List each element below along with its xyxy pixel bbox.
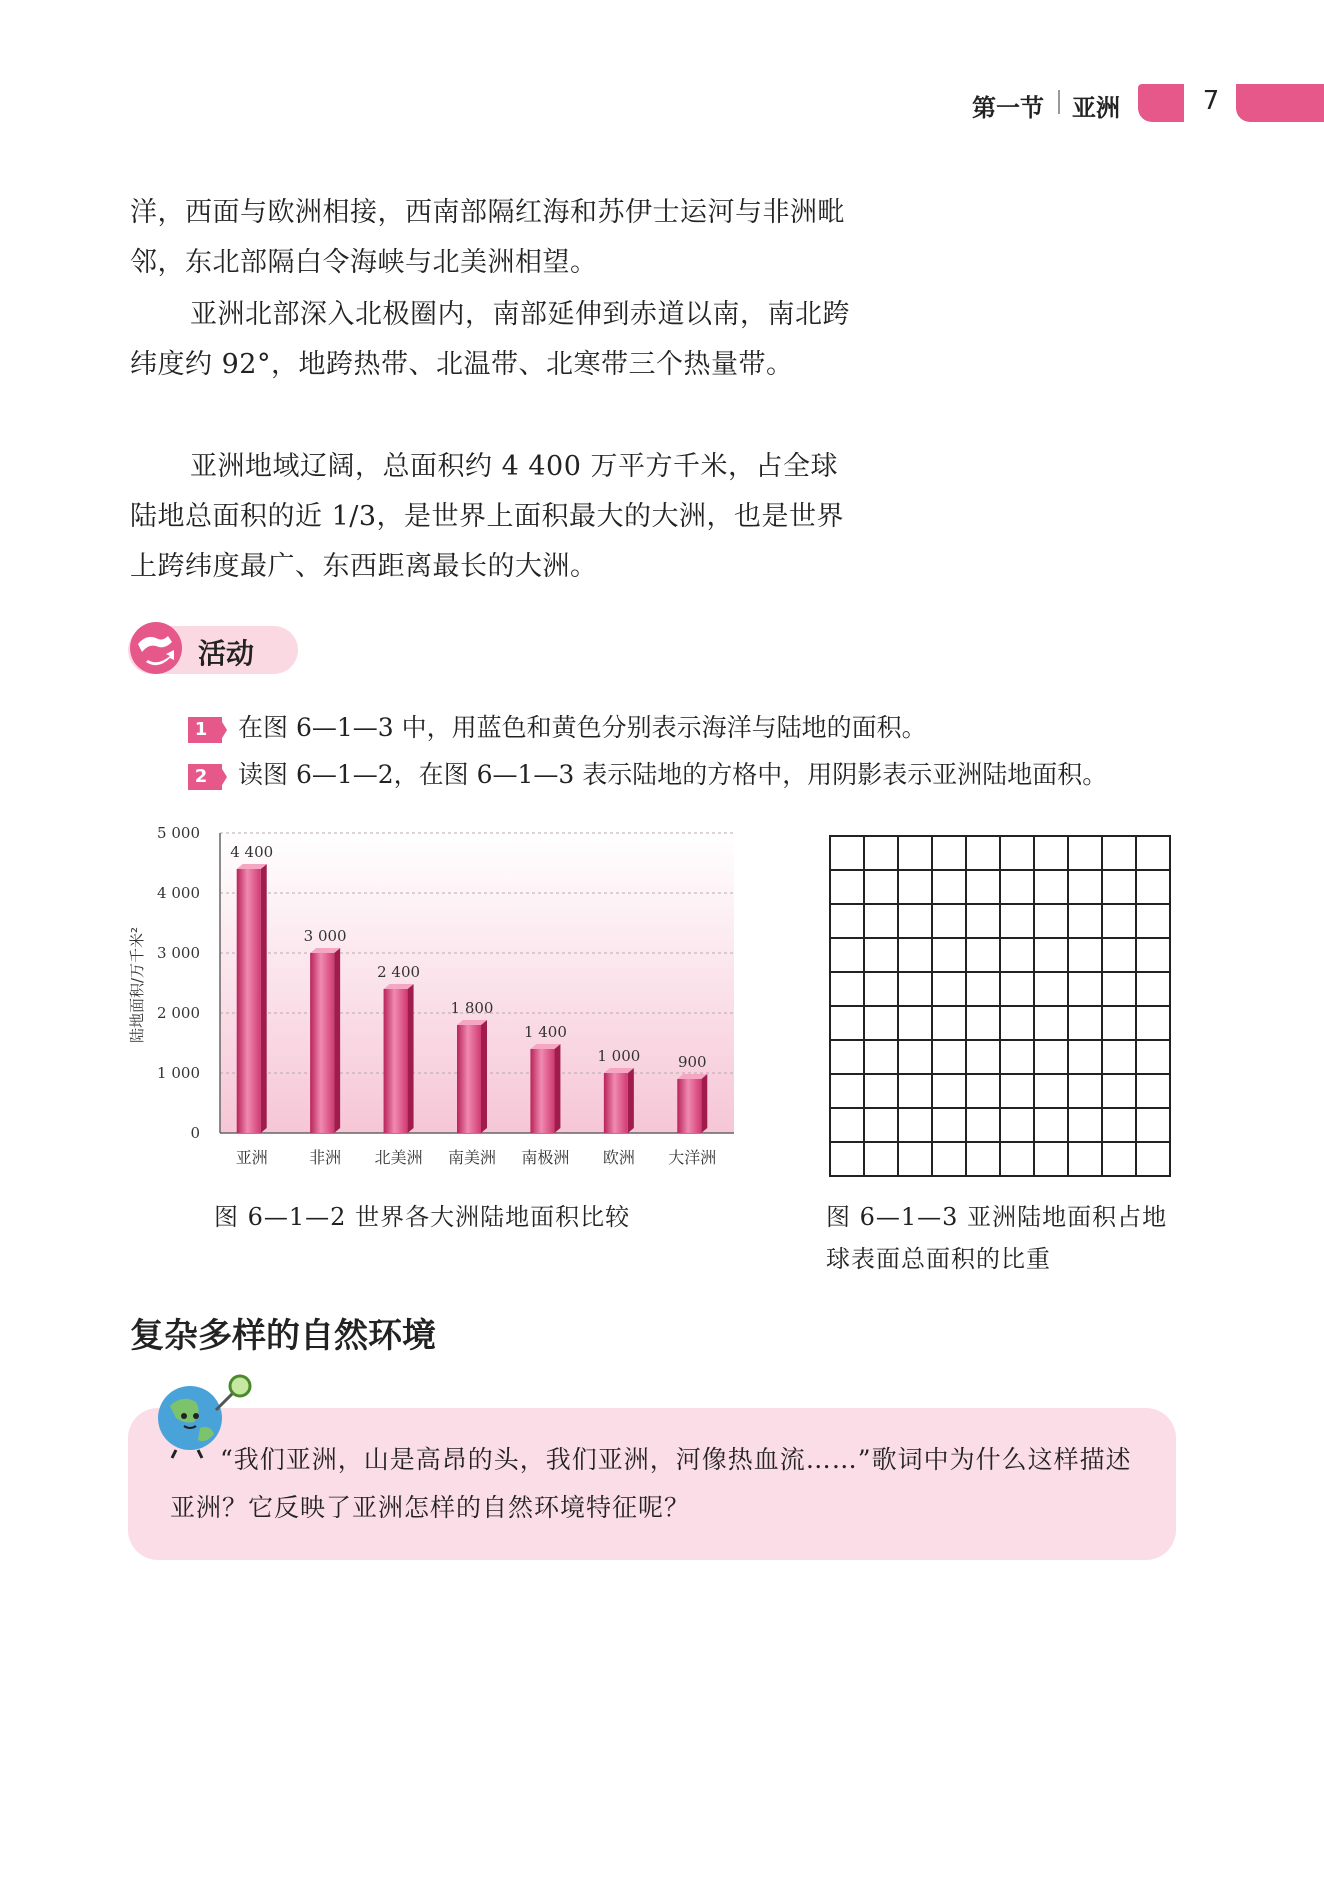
- chart-x-tick-label: 南极洲: [521, 1148, 570, 1167]
- grid-cell: [1102, 1142, 1136, 1176]
- chart-y-tick-label: 3 000: [157, 944, 200, 962]
- grid-cell: [898, 904, 932, 938]
- question-text-content: “我们亚洲，山是高昂的头，我们亚洲，河像热血流……”歌词中为什么这样描述亚洲？它反映了亚洲怎样的自然环境特征呢？: [170, 1445, 1132, 1522]
- paragraph-3: [130, 442, 854, 592]
- question-text: [170, 1436, 1150, 1532]
- chart-bar: [384, 989, 408, 1133]
- chart-bar: [604, 1073, 628, 1133]
- chart-y-axis-label: 陆地面积/万千米²: [128, 926, 146, 1044]
- task-number-2: 2: [188, 764, 222, 790]
- grid-cell: [1000, 972, 1034, 1006]
- grid-cell: [1102, 972, 1136, 1006]
- grid-cell: [1034, 1006, 1068, 1040]
- grid-cell: [864, 1142, 898, 1176]
- grid-cell: [932, 1142, 966, 1176]
- grid-cell: [932, 904, 966, 938]
- header-chapter: 亚洲: [1072, 94, 1120, 122]
- grid-cell: [932, 1074, 966, 1108]
- grid-cell: [830, 1108, 864, 1142]
- chart-bar-side: [628, 1068, 634, 1133]
- grid-cell: [1102, 938, 1136, 972]
- grid-cell: [864, 836, 898, 870]
- grid-cell: [1000, 1040, 1034, 1074]
- grid-cell: [1034, 836, 1068, 870]
- chart-x-tick-label: 欧洲: [602, 1148, 635, 1167]
- grid-cell: [830, 870, 864, 904]
- chart-x-tick-label: 南美洲: [447, 1148, 497, 1167]
- grid-cell: [1102, 904, 1136, 938]
- grid-cell: [1102, 1040, 1136, 1074]
- grid-cell: [1136, 904, 1170, 938]
- chart-value-label: 4 400: [230, 843, 274, 861]
- chart-x-tick-label: 大洋洲: [668, 1148, 717, 1167]
- grid-cell: [1102, 1074, 1136, 1108]
- grid-cell: [1034, 972, 1068, 1006]
- grid-cell: [898, 1040, 932, 1074]
- chart-y-tick-label: 5 000: [157, 824, 200, 842]
- chart-y-tick-label: 2 000: [157, 1004, 200, 1022]
- grid-cell: [830, 836, 864, 870]
- grid-cell: [898, 938, 932, 972]
- chart-caption: 图 6—1—2 世界各大洲陆地面积比较: [214, 1203, 631, 1231]
- grid-cell: [1068, 938, 1102, 972]
- chart-value-label: 1 800: [450, 999, 494, 1017]
- grid-cell: [830, 1040, 864, 1074]
- grid-cell: [1068, 870, 1102, 904]
- grid-cell: [1136, 972, 1170, 1006]
- grid-cell: [864, 1006, 898, 1040]
- grid-cell: [932, 1006, 966, 1040]
- task-number-1: 1: [188, 717, 222, 743]
- chart-bar-side: [701, 1074, 707, 1133]
- grid-cell: [830, 1142, 864, 1176]
- grid-cell: [898, 870, 932, 904]
- grid-cell: [1034, 938, 1068, 972]
- grid-cell: [864, 1040, 898, 1074]
- grid-cell: [864, 972, 898, 1006]
- grid-cell: [1000, 1142, 1034, 1176]
- continent-area-bar-chart: [120, 815, 750, 1195]
- grid-cell: [932, 972, 966, 1006]
- grid-cell: [1068, 836, 1102, 870]
- grid-cell: [932, 870, 966, 904]
- grid-cell: [932, 1108, 966, 1142]
- grid-cell: [830, 904, 864, 938]
- chart-bar: [457, 1025, 481, 1133]
- grid-cell: [864, 938, 898, 972]
- grid-cell: [830, 1006, 864, 1040]
- grid-caption: 图 6—1—3 亚洲陆地面积占地球表面总面积的比重: [826, 1203, 1168, 1273]
- grid-cell: [1136, 836, 1170, 870]
- activity-task-2: [188, 755, 1107, 791]
- paragraph-1: 洋，西面与欧洲相接，西南部隔红海和苏伊士运河与非洲毗邻，东北部隔白令海峡与北美洲相望。: [130, 197, 845, 278]
- chart-bar-side: [481, 1020, 487, 1133]
- grid-cell: [966, 972, 1000, 1006]
- chart-y-tick-label: 1 000: [157, 1064, 200, 1082]
- chart-value-label: 1 400: [523, 1023, 567, 1041]
- grid-cell: [966, 1108, 1000, 1142]
- grid-cell: [898, 1074, 932, 1108]
- chart-bar-side: [408, 984, 414, 1133]
- grid-cell: [966, 904, 1000, 938]
- grid-cell: [898, 1006, 932, 1040]
- task-text-2: 读图 6—1—2，在图 6—1—3 表示陆地的方格中，用阴影表示亚洲陆地面积。: [238, 760, 1108, 789]
- chart-y-tick-label: 0: [190, 1124, 200, 1142]
- grid-cell: [1000, 1074, 1034, 1108]
- chart-bar-side: [554, 1044, 560, 1133]
- grid-cell: [830, 1074, 864, 1108]
- grid-cell: [1068, 1006, 1102, 1040]
- chart-value-label: 1 000: [597, 1047, 641, 1065]
- grid-cell: [830, 972, 864, 1006]
- grid-cell: [898, 1108, 932, 1142]
- grid-cell: [898, 1142, 932, 1176]
- grid-cell: [966, 1040, 1000, 1074]
- grid-cell: [1102, 870, 1136, 904]
- chart-x-tick-label: 亚洲: [235, 1148, 268, 1167]
- header-tab-decoration-right: [1236, 84, 1324, 122]
- grid-cell: [1102, 1108, 1136, 1142]
- grid-cell: [1068, 1040, 1102, 1074]
- chart-bar: [310, 953, 334, 1133]
- grid-cell: [1136, 1040, 1170, 1074]
- grid-cell: [1068, 1142, 1102, 1176]
- grid-cell: [1000, 870, 1034, 904]
- header-divider: [1058, 90, 1060, 114]
- grid-cell: [966, 1006, 1000, 1040]
- grid-cell: [864, 1108, 898, 1142]
- grid-cell: [932, 1040, 966, 1074]
- grid-cell: [1136, 870, 1170, 904]
- chart-bar-side: [261, 864, 267, 1133]
- grid-cell: [1136, 1074, 1170, 1108]
- grid-cell: [1034, 1142, 1068, 1176]
- grid-cell: [966, 938, 1000, 972]
- chart-value-label: 3 000: [303, 927, 347, 945]
- chart-value-label: 2 400: [377, 963, 421, 981]
- grid-cell: [830, 938, 864, 972]
- grid-cell: [1068, 904, 1102, 938]
- chart-x-tick-label: 北美洲: [374, 1148, 423, 1167]
- paragraph-2-text: 亚洲北部深入北极圈内，南部延伸到赤道以南，南北跨纬度约 92°，地跨热带、北温带、北寒带三个热量带。: [130, 299, 850, 380]
- chart-value-label: 900: [677, 1053, 707, 1071]
- grid-cell: [1136, 1006, 1170, 1040]
- task-text-1: 在图 6—1—3 中，用蓝色和黄色分别表示海洋与陆地的面积。: [238, 713, 927, 742]
- grid-cell: [966, 1142, 1000, 1176]
- grid-cell: [966, 1074, 1000, 1108]
- chart-y-tick-label: 4 000: [157, 884, 200, 902]
- grid-cell: [1000, 836, 1034, 870]
- grid-cell: [1068, 972, 1102, 1006]
- grid-cell: [1034, 904, 1068, 938]
- paragraph-2: [130, 290, 854, 390]
- grid-cell: [1102, 836, 1136, 870]
- chart-bar-side: [334, 948, 340, 1133]
- grid-cell: [966, 836, 1000, 870]
- grid-cell: [864, 904, 898, 938]
- grid-cell: [932, 938, 966, 972]
- chart-bar: [677, 1079, 701, 1133]
- grid-cell: [1136, 1108, 1170, 1142]
- chart-bar: [237, 869, 261, 1133]
- page-number: 7: [1202, 86, 1220, 116]
- grid-cell: [1000, 1006, 1034, 1040]
- grid-cell: [1034, 1040, 1068, 1074]
- grid-cell: [1068, 1108, 1102, 1142]
- grid-cell: [1068, 1074, 1102, 1108]
- grid-cell: [864, 870, 898, 904]
- activity-task-1: [188, 708, 927, 744]
- grid-cell: [1102, 1006, 1136, 1040]
- area-proportion-grid: [828, 834, 1172, 1178]
- grid-cell: [1034, 1108, 1068, 1142]
- chart-x-tick-label: 非洲: [309, 1148, 342, 1167]
- grid-cell: [932, 836, 966, 870]
- grid-cell: [966, 870, 1000, 904]
- grid-cell: [1136, 938, 1170, 972]
- grid-cell: [898, 836, 932, 870]
- chart-bar: [530, 1049, 554, 1133]
- header-tab-decoration: [1138, 84, 1184, 122]
- grid-cell: [1034, 870, 1068, 904]
- grid-cell: [898, 972, 932, 1006]
- section-title: 复杂多样的自然环境: [130, 1316, 436, 1356]
- activity-label: 活动: [198, 637, 255, 670]
- paragraph-3-text: 亚洲地域辽阔，总面积约 4 400 万平方千米，占全球陆地总面积的近 1/3，是世界上面积最大的大洲，也是世界上跨纬度最广、东西距离最长的大洲。: [130, 451, 845, 582]
- globe-arrow-icon: [128, 620, 184, 676]
- grid-cell: [1136, 1142, 1170, 1176]
- grid-cell: [1000, 904, 1034, 938]
- grid-cell: [1034, 1074, 1068, 1108]
- grid-cell: [864, 1074, 898, 1108]
- header-section: 第一节: [972, 94, 1044, 122]
- grid-cell: [1000, 1108, 1034, 1142]
- grid-cell: [1000, 938, 1034, 972]
